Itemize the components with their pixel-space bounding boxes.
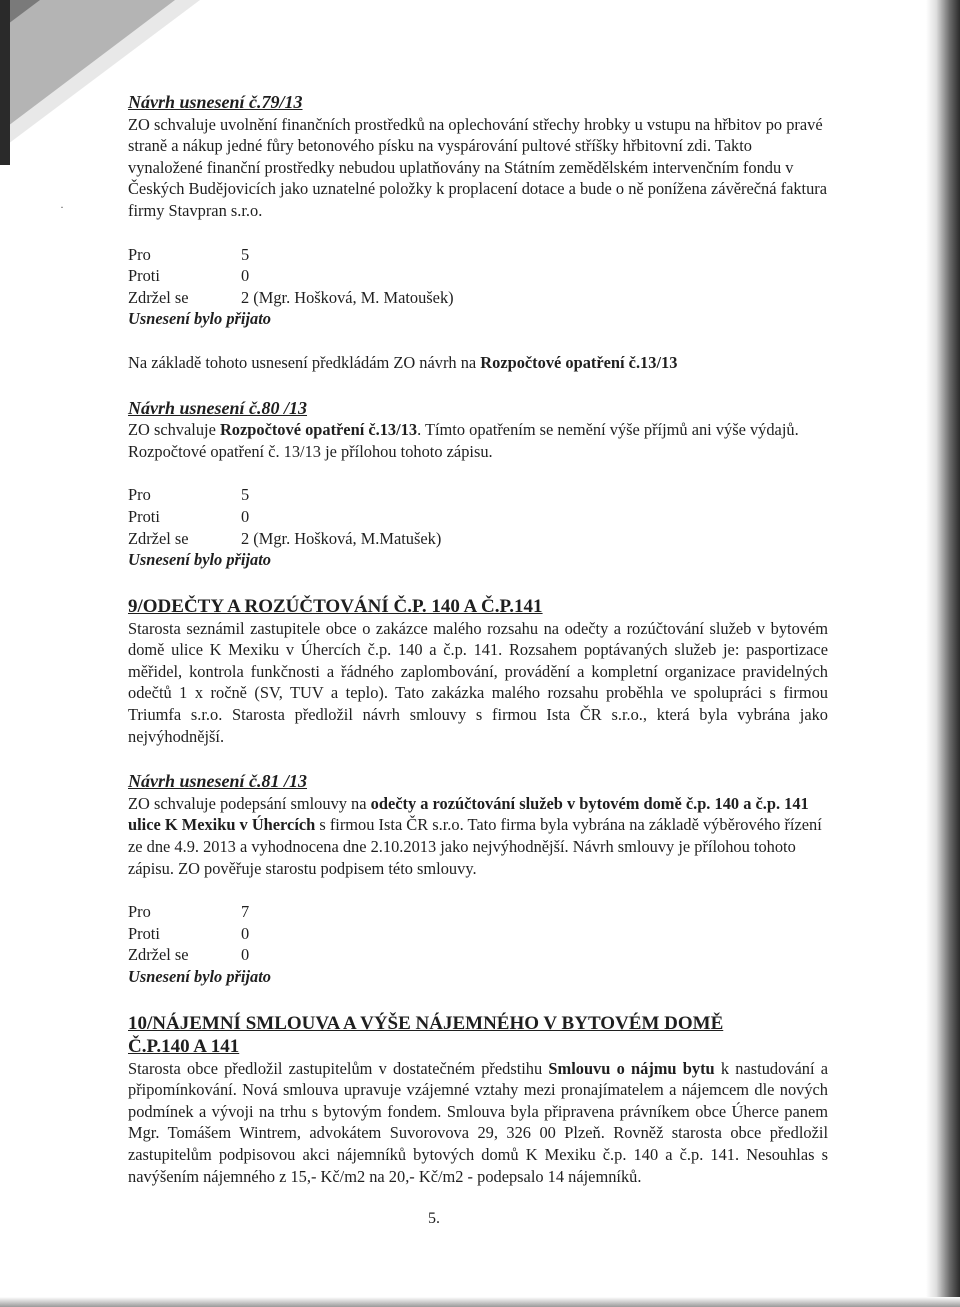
resolution-result: Usnesení bylo přijato	[128, 550, 271, 570]
section-heading: 10/NÁJEMNÍ SMLOUVA A VÝŠE NÁJEMNÉHO V BYTOVÉM DOMĚ Č.P.140 A 141	[128, 1012, 724, 1057]
text-bold: Rozpočtové opatření č.13/13	[219, 420, 418, 440]
resolution-80	[128, 398, 828, 571]
vote-value: 5	[241, 244, 250, 264]
vote-label: Proti	[128, 266, 160, 286]
vote-label: Zdržel se	[128, 287, 189, 307]
section-text	[128, 1058, 828, 1188]
text-part: ZO schvaluje podepsání smlouvy na	[128, 793, 371, 813]
proposal-line	[128, 352, 828, 374]
text-bold: Smlouvu o nájmu bytu	[548, 1058, 715, 1078]
vote-label: Proti	[128, 923, 160, 943]
vote-value: 0	[241, 945, 250, 965]
vote-value: 0	[241, 923, 250, 943]
resolution-title: Návrh usnesení č.79/13	[128, 92, 303, 112]
resolution-result: Usnesení bylo přijato	[128, 309, 271, 329]
page-number: 5.	[428, 1210, 440, 1227]
vote-label: Zdržel se	[128, 945, 189, 965]
vote-label: Proti	[128, 506, 160, 526]
text-part: Starosta obce předložil zastupitelům v dostatečném předstihu	[128, 1058, 549, 1078]
vote-table	[128, 484, 828, 549]
vote-label: Pro	[128, 244, 151, 264]
resolution-text	[128, 793, 828, 879]
resolution-79	[128, 92, 828, 330]
section-10	[128, 1012, 828, 1188]
vote-value: 5	[241, 485, 250, 505]
proposal-text: Na základě tohoto usnesení předkládám ZO návrh na	[128, 352, 481, 372]
vote-value: 0	[241, 266, 250, 286]
section-heading: 9/ODEČTY A ROZÚČTOVÁNÍ Č.P. 140 A Č.P.141	[128, 595, 543, 617]
vote-table	[128, 901, 828, 966]
section-9	[128, 595, 828, 748]
resolution-81	[128, 771, 828, 987]
vote-value: 7	[241, 902, 250, 922]
resolution-text: ZO schvaluje uvolnění finančních prostředků na oplechování střechy hrobky u vstupu na hřbitov po pravé straně a nákup jedné fůry betonového písku na vyspárování pultové stříšky hřbitovní zdi. Takto vynaložené finanční prostředky nebudou uplatňovány na Státním zemědělském intervenčním fondu v Českých Budějovicích jako uznatelné položky k proplacení dotace a bude o ně ponížena závěrečná faktura firmy Stavpran s.r.o.	[128, 114, 828, 220]
text-part: . Tímto opatřením se nemění výše příjmů ani výše výdajů. Rozpočtové opatření č. 13/13 je přílohou tohoto zápisu.	[128, 420, 799, 461]
proposal-bold: Rozpočtové opatření č.13/13	[480, 352, 678, 372]
text-part: k nastudování a připomínkování. Nová smlouva upravuje vzájemné vztahy mezi pronajímatelem a nájemcem dle nových podmínek a vývoji na trhu s bytovým fondem. Smlouva byla připravena právníkem obce Úherce panem Mgr. Tomášem Wintrem, advokátem Suvorovova 29, 326 00 Plzeň. Rovněž starosta obce předložil zastupitelům podpisovou akci nájemníků bytových domů K Mexiku č.p. 140 a č.p. 141. Nesouhlas s navýšením nájemného z 15,- Kč/m2 na 20,- Kč/m2 - podepsalo 14 nájemníků.	[128, 1058, 828, 1186]
text-bold: odečty a rozúčtování služeb v bytovém domě č.p. 140 a č.p. 141 ulice K Mexiku v Úhercích	[128, 793, 809, 835]
vote-value: 2 (Mgr. Hošková, M. Matoušek)	[241, 287, 454, 307]
resolution-title: Návrh usnesení č.80 /13	[128, 397, 308, 418]
scan-edge-bottom	[0, 1297, 960, 1307]
vote-label: Pro	[128, 485, 151, 505]
text-part: s firmou Ista ČR s.r.o. Tato firma byla vybrána na základě výběrového řízení ze dne 4.9. 2013 a vyhodnocena dne 2.10.2013 jako nejvýhodnější. Návrh smlouvy je přílohou tohoto zápisu. ZO pověřuje starostu podpisem této smlouvy.	[128, 815, 822, 878]
section-text: Starosta seznámil zastupitele obce o zakázce malého rozsahu na odečty a rozúčtování služeb v bytovém domě ulice K Mexiku v Úhercích č.p. 140 a č.p. 141. Rozsahem poptávaných služeb je: pasportizace měřidel, kontrola funkčnosti a řádného zaplombování, provádění a kompletní organizace pravidelných odečtů 1 x ročně (SV, TUV a teplo). Tato zakázka malého rozsahu proběhla ve spolupráci s firmou Triumfa s.r.o. Starosta předložil návrh smlouvy s firmou Ista ČR s.r.o., která byla vybrána jako nejvýhodnější.	[128, 618, 828, 746]
text-part: ZO schvaluje	[128, 420, 220, 440]
vote-value: 0	[241, 506, 250, 526]
vote-label: Pro	[128, 902, 151, 922]
scan-edge-right	[926, 0, 960, 1307]
scan-speck: ·	[60, 200, 64, 214]
vote-value: 2 (Mgr. Hošková, M.Matušek)	[241, 528, 442, 548]
document-body	[128, 92, 828, 1187]
resolution-title: Návrh usnesení č.81 /13	[128, 771, 308, 792]
vote-table	[128, 244, 828, 309]
resolution-text	[128, 419, 828, 462]
resolution-result: Usnesení bylo přijato	[128, 967, 271, 986]
vote-label: Zdržel se	[128, 528, 189, 548]
